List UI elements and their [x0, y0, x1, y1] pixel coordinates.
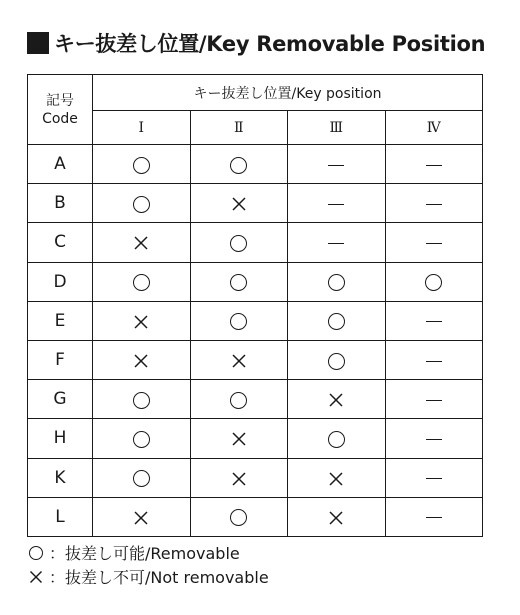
cell-position-4 — [385, 184, 483, 223]
row-code: E — [28, 301, 93, 340]
cell-position-3 — [288, 262, 386, 301]
dash-icon — [426, 439, 442, 440]
cell-position-3 — [288, 497, 386, 536]
cross-icon — [231, 471, 247, 487]
cross-icon — [328, 471, 344, 487]
circle-icon — [133, 431, 150, 448]
circle-icon — [230, 392, 247, 409]
position-header-4: Ⅳ — [385, 111, 483, 145]
circle-icon — [133, 470, 150, 487]
table-row — [28, 223, 483, 262]
table-row — [28, 184, 483, 223]
cross-icon — [231, 353, 247, 369]
cell-position-1 — [93, 262, 191, 301]
cell-position-1 — [93, 419, 191, 458]
cell-position-4 — [385, 223, 483, 262]
row-code: D — [28, 262, 93, 301]
circle-icon — [230, 313, 247, 330]
circle-icon — [133, 196, 150, 213]
cell-position-3 — [288, 184, 386, 223]
cell-position-2 — [190, 262, 288, 301]
row-code: G — [28, 380, 93, 419]
circle-icon — [328, 353, 345, 370]
legend-not-removable-text: ：抜差し不可/Not removable — [49, 568, 269, 587]
cell-position-4 — [385, 145, 483, 184]
cell-position-1 — [93, 301, 191, 340]
cell-position-4 — [385, 340, 483, 379]
cross-icon — [231, 431, 247, 447]
dash-icon — [426, 165, 442, 166]
position-header-1: Ⅰ — [93, 111, 191, 145]
cell-position-4 — [385, 380, 483, 419]
circle-icon — [425, 274, 442, 291]
dash-icon — [426, 361, 442, 362]
table-row — [28, 419, 483, 458]
cross-icon — [133, 353, 149, 369]
cell-position-4 — [385, 419, 483, 458]
table-row — [28, 497, 483, 536]
cell-position-1 — [93, 340, 191, 379]
legend-removable — [27, 541, 240, 564]
row-code: H — [28, 419, 93, 458]
cross-icon — [133, 314, 149, 330]
cell-position-2 — [190, 380, 288, 419]
cell-position-4 — [385, 497, 483, 536]
circle-icon — [133, 274, 150, 291]
dash-icon — [426, 204, 442, 205]
cell-position-4 — [385, 458, 483, 497]
circle-icon — [328, 431, 345, 448]
circle-icon — [133, 392, 150, 409]
row-code: C — [28, 223, 93, 262]
circle-icon — [29, 546, 43, 560]
position-header-2: Ⅱ — [190, 111, 288, 145]
cell-position-3 — [288, 380, 386, 419]
cell-position-3 — [288, 419, 386, 458]
cell-position-1 — [93, 380, 191, 419]
table-row — [28, 262, 483, 301]
dash-icon — [426, 478, 442, 479]
cell-position-1 — [93, 145, 191, 184]
circle-icon — [328, 313, 345, 330]
cell-position-1 — [93, 223, 191, 262]
cell-position-2 — [190, 340, 288, 379]
cell-position-2 — [190, 145, 288, 184]
cross-icon — [328, 510, 344, 526]
cell-position-3 — [288, 340, 386, 379]
row-code: A — [28, 145, 93, 184]
circle-icon — [133, 157, 150, 174]
title-square-icon — [27, 32, 49, 54]
cell-position-1 — [93, 458, 191, 497]
circle-icon — [230, 157, 247, 174]
dash-icon — [328, 165, 344, 166]
circle-icon — [230, 274, 247, 291]
cell-position-4 — [385, 301, 483, 340]
code-header — [28, 75, 93, 145]
cell-position-1 — [93, 497, 191, 536]
table-row — [28, 145, 483, 184]
cross-icon — [133, 235, 149, 251]
table-row — [28, 458, 483, 497]
position-header-3: Ⅲ — [288, 111, 386, 145]
table-row — [28, 340, 483, 379]
cell-position-2 — [190, 497, 288, 536]
cell-position-3 — [288, 223, 386, 262]
cell-position-2 — [190, 301, 288, 340]
dash-icon — [328, 204, 344, 205]
dash-icon — [426, 243, 442, 244]
row-code: F — [28, 340, 93, 379]
cell-position-3 — [288, 301, 386, 340]
dash-icon — [426, 321, 442, 322]
cell-position-2 — [190, 223, 288, 262]
cell-position-3 — [288, 458, 386, 497]
legend-not-removable — [27, 565, 269, 588]
cross-icon — [328, 392, 344, 408]
key-position-table — [27, 74, 483, 537]
row-code: K — [28, 458, 93, 497]
circle-icon — [230, 235, 247, 252]
dash-icon — [426, 517, 442, 518]
code-header-jp: 記号 — [46, 92, 74, 109]
row-code: L — [28, 497, 93, 536]
dash-icon — [426, 400, 442, 401]
circle-icon — [230, 509, 247, 526]
cross-icon — [133, 510, 149, 526]
table-row — [28, 301, 483, 340]
circle-icon — [328, 274, 345, 291]
code-header-en: Code — [42, 110, 78, 127]
cell-position-2 — [190, 458, 288, 497]
title-text: キー抜差し位置/Key Removable Position — [54, 32, 486, 56]
cross-icon — [29, 570, 43, 584]
cross-icon — [231, 196, 247, 212]
key-position-header: キー抜差し位置/Key position — [93, 75, 483, 111]
cell-position-2 — [190, 419, 288, 458]
cell-position-3 — [288, 145, 386, 184]
dash-icon — [328, 243, 344, 244]
table-row — [28, 380, 483, 419]
legend-removable-text: ：抜差し可能/Removable — [49, 544, 240, 563]
cell-position-4 — [385, 262, 483, 301]
page-title — [27, 28, 485, 58]
cell-position-2 — [190, 184, 288, 223]
cell-position-1 — [93, 184, 191, 223]
row-code: B — [28, 184, 93, 223]
